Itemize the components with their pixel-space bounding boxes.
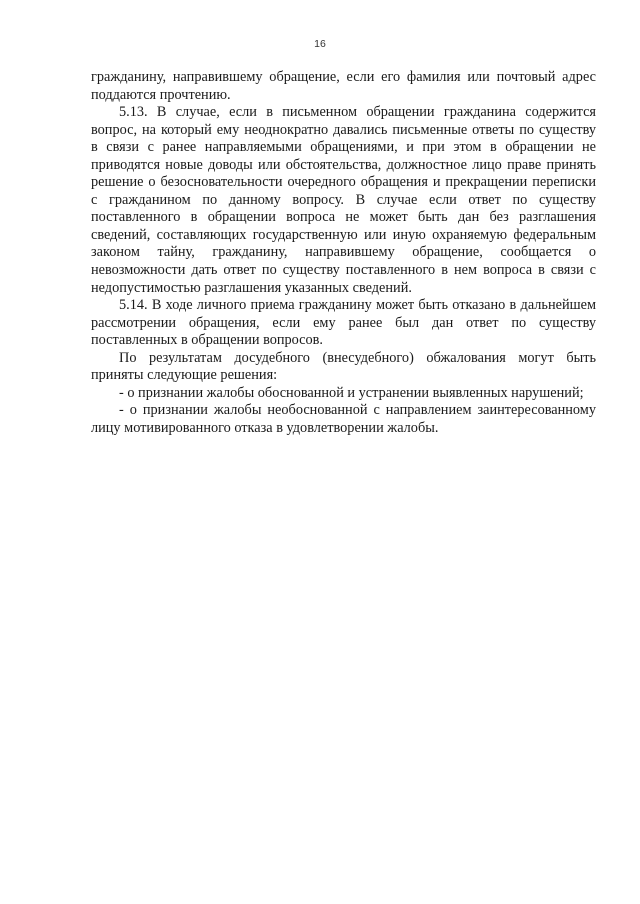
text-line: поставленного в обращении вопроса не может быть дан без разглашения — [91, 209, 596, 226]
text-line: - о признании жалобы необоснованной с направлением заинтересованному — [119, 402, 596, 419]
text-line: с гражданином по данному вопросу. В случае если ответ по существу — [91, 191, 596, 208]
page-number: 16 — [314, 38, 326, 50]
text-line: По результатам досудебного (внесудебного) обжалования могут быть — [119, 349, 596, 366]
text-line: 5.13. В случае, если в письменном обращении гражданина содержится — [119, 104, 596, 121]
text-line: гражданину, направившему обращение, если его фамилия или почтовый адрес — [91, 69, 596, 85]
text-line: лицу мотивированного отказа в удовлетворении жалобы. — [91, 419, 439, 436]
text-line: 5.14. В ходе личного приема гражданину может быть отказано в дальнейшем — [119, 297, 596, 314]
text-line: невозможности дать ответ по существу поставленного в нем вопроса в связи с — [91, 262, 596, 279]
text-line: недопустимостью разглашения указанных сведений. — [91, 279, 412, 296]
text-line: законом тайну, гражданину, направившему обращение, сообщается о — [91, 244, 596, 261]
document-body — [91, 69, 596, 437]
text-line: вопрос, на который ему неоднократно давались письменные ответы по существу — [91, 121, 596, 138]
text-line: в связи с ранее направляемыми обращениями, и при этом в обращении не — [91, 139, 596, 156]
text-line: приводятся новые доводы или обстоятельства, должностное лицо праве принять — [91, 156, 596, 173]
text-line: сведений, составляющих государственную или иную охраняемую федеральным — [91, 226, 596, 243]
text-line: - о признании жалобы обоснованной и устранении выявленных нарушений; — [119, 384, 584, 401]
text-line: решение о безосновательности очередного обращения и прекращении переписки — [91, 174, 596, 191]
text-line: рассмотрении обращения, если ему ранее был дан ответ по существу — [91, 314, 596, 331]
text-line: поддаются прочтению. — [91, 86, 231, 103]
text-line: приняты следующие решения: — [91, 367, 278, 384]
text-line: поставленных в обращении вопросов. — [91, 332, 323, 349]
